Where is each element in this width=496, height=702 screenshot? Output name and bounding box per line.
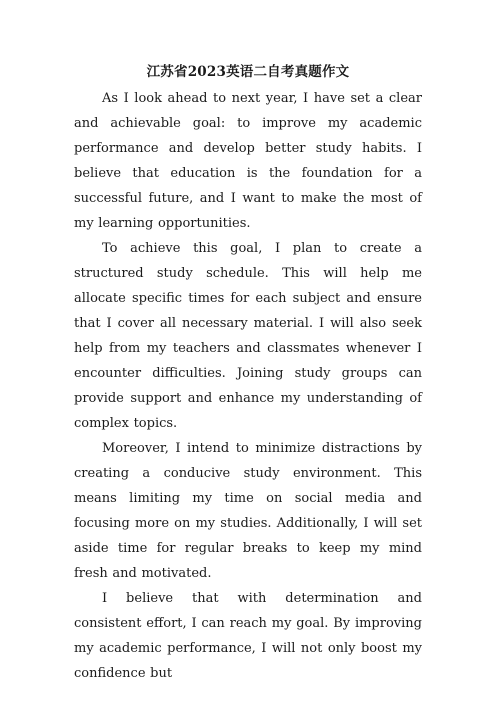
paragraph-2: To achieve this goal, I plan to create a structured study schedule. This will help me allocate specific times for each subject and ensure that I cover all necessary material. I will also seek help from my teachers and classmates whenever I encounter difficulties. Joining study groups can provide support and enhance my understanding of complex topics.	[74, 241, 422, 431]
paragraph-4: I believe that with determination and consistent effort, I can reach my goal. By improving my academic performance, I will not only boost my confidence but	[74, 591, 422, 681]
paragraph-1: As I look ahead to next year, I have set a clear and achievable goal: to improve my academic performance and develop better study habits. I believe that education is the foundation for a successful future, and I want to make the most of my learning opportunities.	[74, 91, 422, 231]
document-title: 江苏省2023英语二自考真题作文	[146, 64, 350, 80]
paragraph-3: Moreover, I intend to minimize distractions by creating a conducive study environment. This means limiting my time on social media and focusing more on my studies. Additionally, I will set aside time for regular breaks to keep my mind fresh and motivated.	[74, 441, 422, 581]
